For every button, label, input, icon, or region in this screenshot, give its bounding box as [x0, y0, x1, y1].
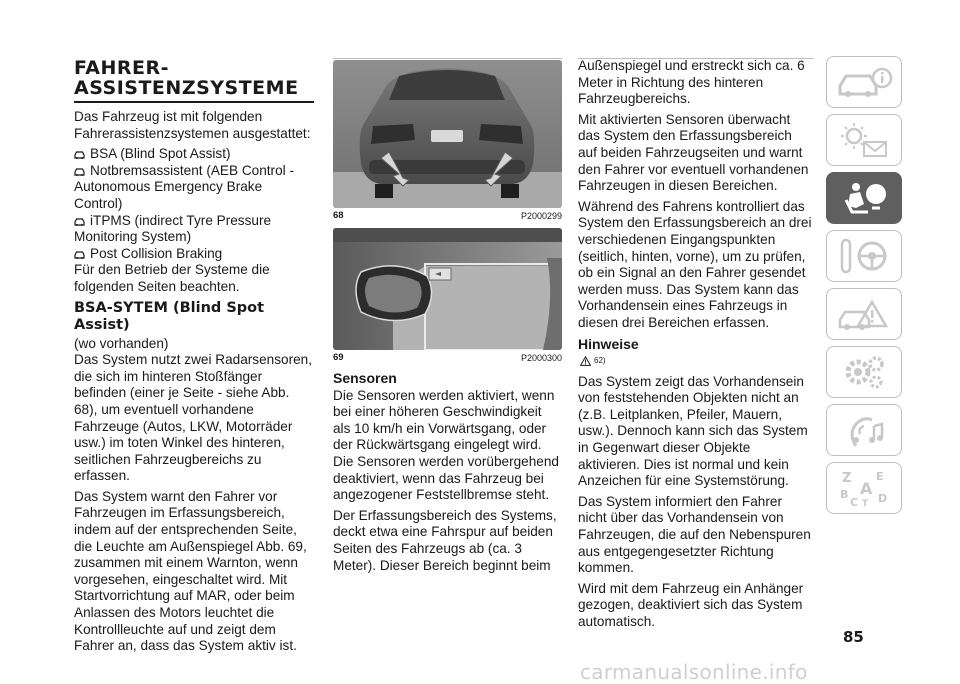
paragraph: Wird mit dem Fahrzeug ein Anhänger gezogen, deaktiviert sich das System automatisch.	[578, 580, 804, 629]
column-left	[74, 58, 314, 659]
index-letter: A	[860, 479, 873, 498]
service-gear-icon	[834, 352, 894, 392]
paragraph: Das System warnt den Fahrer vor Fahrzeugen im Erfassungsbereich, indem auf der entsprechenden Seite, die Leuchte am Außenspiegel Abb. 69, zusammen mit einem Warnton, wenn vorgesehen, eingeschaltet wird. Mit Startvorrichtung auf MAR, oder beim Anlassen des Motors leuchtet die Kontrollleuchte auf und zeigt dem Fahrer an, dass das System aktiv ist.	[74, 488, 307, 654]
warning-ref-number: 62)	[594, 356, 606, 366]
key-steering-icon	[834, 236, 894, 276]
chapter-title-line2: ASSISTENZSYSTEME	[74, 77, 299, 99]
paragraph: Das System informiert den Fahrer nicht über das Vorhandensein von Fahrzeugen, die auf den Nebenspuren aus entgegengesetzter Richtung kommen.	[578, 493, 811, 576]
systems-list	[74, 146, 314, 262]
figure-68-caption	[333, 210, 562, 222]
column-middle	[333, 58, 562, 578]
multimedia-icon	[834, 410, 894, 450]
warning-lights-icon	[834, 120, 894, 160]
paragraph: Das System nutzt zwei Radarsensoren, die sich im hinteren Stoßfänger befinden (einer je Seite - siehe Abb. 68), um eventuell vorhandene Fahrzeuge (Autos, LKW, Motorräder usw.) im toten Winkel des hinteren, seitlichen Fahrzeugbereichs zu erfassen.	[74, 352, 312, 484]
intro-text: Das Fahrzeug ist mit folgenden Fahrerassistenzsystemen ausgestattet:	[74, 109, 311, 141]
index-letter: D	[878, 492, 888, 505]
warning-triangle-icon	[580, 356, 591, 366]
paragraph: Mit aktivierten Sensoren überwacht das System den Erfassungsbereich auf beiden Fahrzeugseiten und warnt den Fahrer vor eventuell vorhandenen Fahrzeugen in diesen Bereichen.	[578, 111, 809, 194]
tab-warning-lights[interactable]	[826, 114, 902, 166]
car-bullet-icon	[74, 250, 85, 259]
optional-note: (wo vorhanden)	[74, 335, 169, 351]
tab-multimedia[interactable]	[826, 404, 902, 456]
tab-service[interactable]	[826, 346, 902, 398]
page-number: 85	[843, 628, 864, 646]
car-bullet-icon	[74, 150, 85, 159]
title-underline	[74, 101, 314, 103]
figure-number: 69	[333, 352, 344, 363]
index-letter: B	[840, 488, 849, 501]
tab-car-info[interactable]	[826, 56, 902, 108]
index-letter: Z	[842, 471, 852, 486]
paragraph: Das System zeigt das Vorhandensein von feststehenden Objekten nicht an (z.B. Leitplanken, Pfeiler, Mauern, usw.). Dennoch kann sich das System in Gegenwart dieser Objekte aktivieren. Dies ist normal und kein Anzeichen für eine Systemstörung.	[578, 373, 808, 489]
tab-emergency[interactable]	[826, 288, 902, 340]
index-letter: E	[876, 470, 884, 483]
figure-68-car-rear	[333, 60, 562, 208]
paragraph: Während des Fahrens kontrolliert das System den Erfassungsbereich an drei verschiedenen Eingangspunkten (seitlich, hinten, vorne), um zu prüfen, ob ein Signal an den Fahrer gesendet werden muss. Das System kann das Vorhandensein eines Fahrzeugs in diesen drei Bereichen erfassen.	[578, 198, 812, 330]
figure-number: 68	[333, 210, 344, 221]
emergency-crash-icon	[834, 294, 894, 334]
section-title-bsa: BSA-SYTEM (Blind Spot Assist)	[74, 299, 265, 333]
after-list-text: Für den Betrieb der Systeme die folgenden Seiten beachten.	[74, 262, 270, 294]
watermark: carmanualsonline.info	[580, 660, 808, 684]
tab-starting-driving[interactable]	[826, 230, 902, 282]
figure-code: P2000299	[520, 211, 562, 221]
index-letter: C	[850, 496, 859, 508]
paragraph: Die Sensoren werden aktiviert, wenn bei einer höheren Geschwindigkeit als 10 km/h ein Vorwärtsgang, oder der Rückwärtsgang eingelegt wird. Die Sensoren werden vorübergehend deaktiviert, wenn das Fahrzeug bei angezogener Feststellbremse steht.	[333, 387, 559, 503]
heading-sensoren: Sensoren	[333, 370, 397, 386]
list-item: Notbremsassistent (AEB Control - Autonomous Emergency Brake Control)	[74, 162, 294, 211]
index-abc-icon	[834, 468, 894, 508]
airbag-seat-icon	[834, 178, 894, 218]
figure-69-side-mirror	[333, 228, 562, 350]
chapter-tabs	[826, 56, 902, 520]
chapter-title-line1: FAHRER-	[74, 57, 170, 79]
paragraph: Außenspiegel und erstreckt sich ca. 6 Meter in Richtung des hinteren Fahrzeugbereichs.	[578, 58, 805, 107]
car-info-icon	[834, 62, 894, 102]
list-item: BSA (Blind Spot Assist)	[74, 146, 314, 163]
paragraph: Der Erfassungsbereich des Systems, deckt etwa eine Fahrspur auf beiden Seiten des Fahrzeugs ab (ca. 3 Meter). Dieser Bereich beginnt beim	[333, 507, 557, 573]
car-bullet-icon	[74, 217, 85, 226]
list-item: Post Collision Braking	[74, 246, 314, 263]
warning-reference	[580, 353, 814, 370]
heading-hinweise: Hinweise	[578, 335, 639, 352]
tab-index[interactable]	[826, 462, 902, 514]
index-letter: T	[862, 499, 869, 508]
figure-code: P2000300	[520, 353, 562, 363]
tab-safety[interactable]	[826, 172, 902, 224]
figure-69-caption	[333, 352, 562, 364]
car-bullet-icon	[74, 167, 85, 176]
list-item: iTPMS (indirect Tyre Pressure Monitoring System)	[74, 212, 272, 245]
column-right	[578, 58, 814, 635]
